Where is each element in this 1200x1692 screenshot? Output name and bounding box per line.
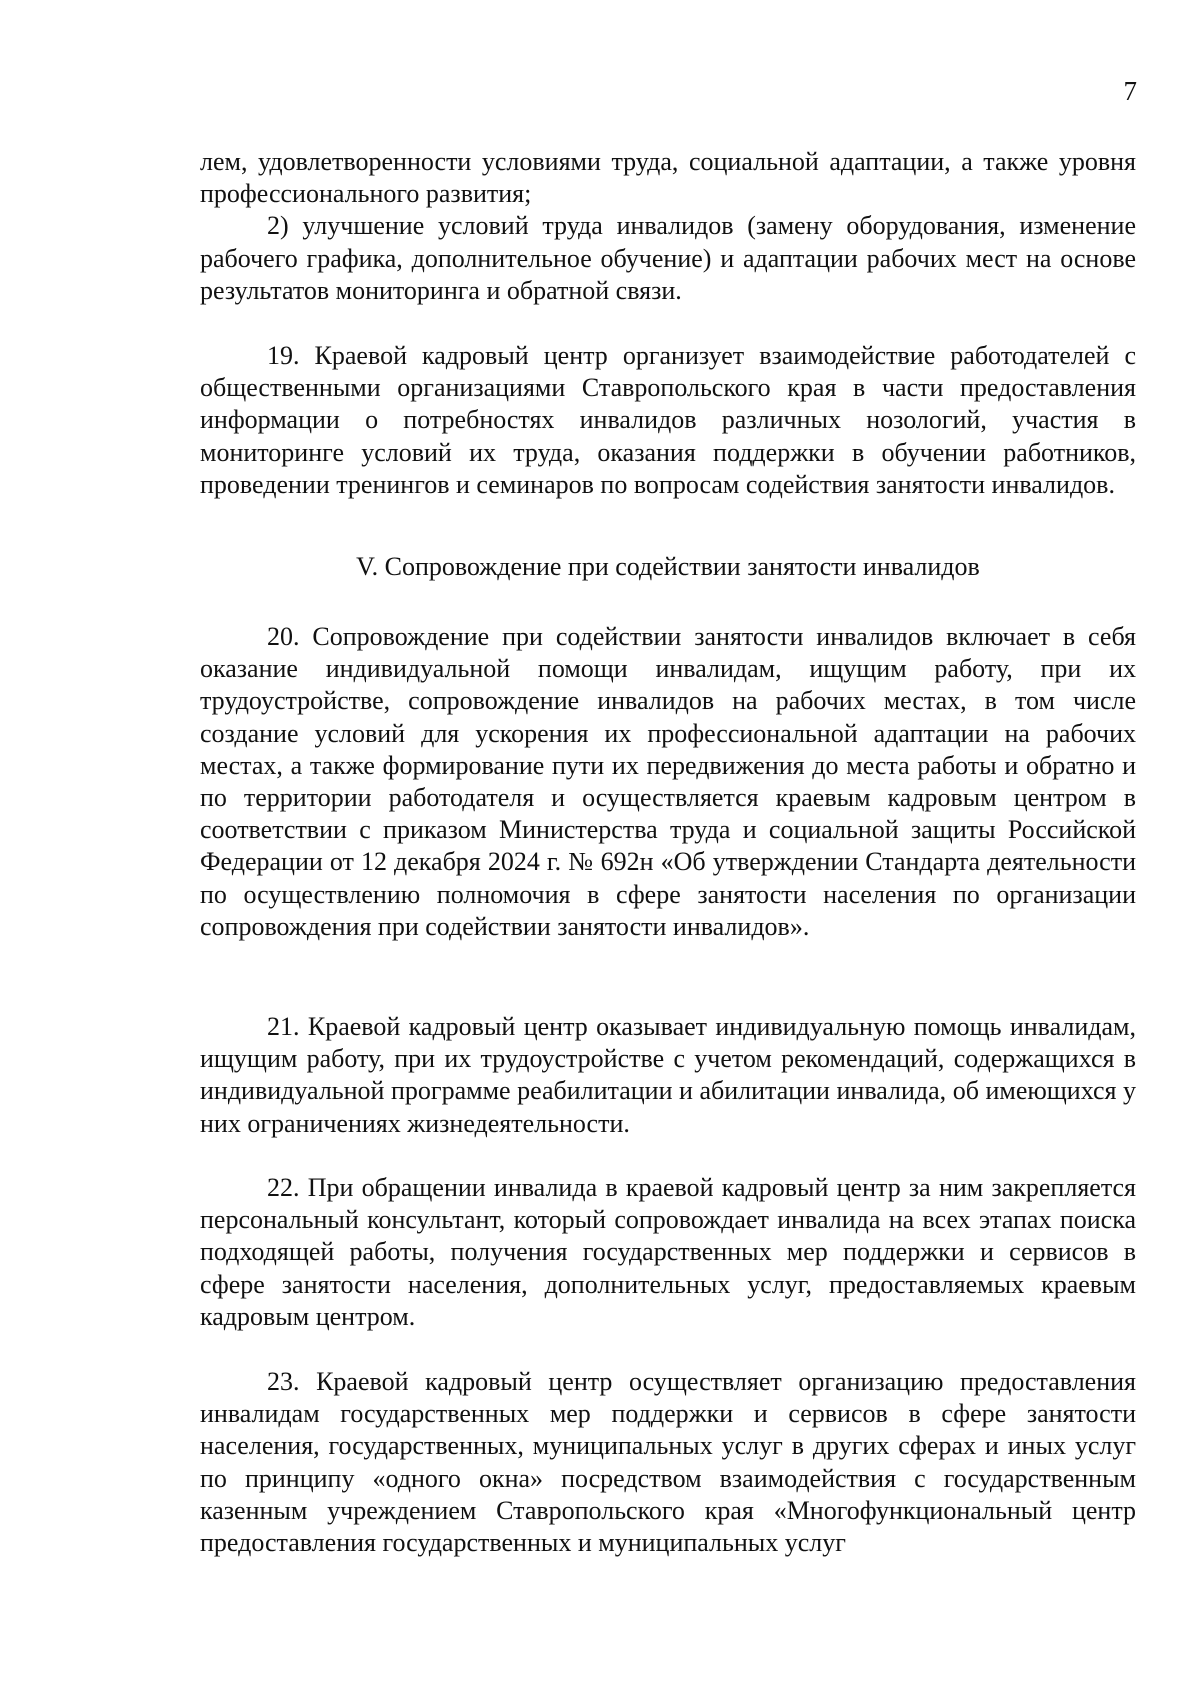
paragraph-19-block [200, 340, 1136, 501]
paragraph-20-block [200, 621, 1136, 943]
paragraph-21: 21. Краевой кадровый центр оказывает индивидуальную помощь инвалидам, ищущим работу, при их трудоустройстве с учетом рекомендаций, содержащихся в индивидуальной программе реабилитации и абилитации инвалида, об имеющихся у них ограничениях жизнедеятельности. [200, 1012, 1136, 1138]
paragraph-22: 22. При обращении инвалида в краевой кадровый центр за ним закрепляется персональный консультант, который сопровождает инвалида на всех этапах поиска подходящей работы, получения государственных мер поддержки и сервисов в сфере занятости населения, дополнительных услуг, предоставляемых краевым кадровым центром. [200, 1173, 1136, 1331]
continuation-block [200, 146, 1136, 307]
section-heading: V. Сопровождение при содействии занятости инвалидов [356, 552, 980, 581]
paragraph-23-block [200, 1366, 1136, 1559]
paragraph-continuation: лем, удовлетворенности условиями труда, социальной адаптации, а также уровня профессионального развития; [200, 147, 1136, 209]
paragraph-19: 19. Краевой кадровый центр организует взаимодействие работодателей с общественными организациями Ставропольского края в части предоставления информации о потребностях инвалидов различных нозологий, участия в мониторинге условий их труда, оказания поддержки в обучении работников, проведении тренингов и семинаров по вопросам содействия занятости инвалидов. [200, 341, 1136, 499]
page-number: 7 [1123, 76, 1137, 106]
paragraph-20: 20. Сопровождение при содействии занятости инвалидов включает в себя оказание индивидуальной помощи инвалидам, ищущим работу, при их трудоустройстве, сопровождение инвалидов на рабочих местах, в том числе создание условий для ускорения их профессиональной адаптации на рабочих местах, а также формирование пути их передвижения до места работы и обратно и по территории работодателя и осуществляется краевым кадровым центром в соответствии с приказом Министерства труда и социальной защиты Российской Федерации от 12 декабря 2024 г. № 692н «Об утверждении Стандарта деятельности по осуществлению полномочия в сфере занятости населения по организации сопровождения при содействии занятости инвалидов». [200, 622, 1136, 941]
paragraph-23: 23. Краевой кадровый центр осуществляет организацию предоставления инвалидам государственных мер поддержки и сервисов в сфере занятости населения, государственных, муниципальных услуг в других сферах и иных услуг по принципу «одного окна» посредством взаимодействия с государственным казенным учреждением Ставропольского края «Многофункциональный центр предоставления государственных и муниципальных услуг [200, 1367, 1136, 1558]
paragraph-22-block [200, 1172, 1136, 1333]
paragraph-21-block [200, 1011, 1136, 1140]
paragraph-item-2: 2) улучшение условий труда инвалидов (замену оборудования, изменение рабочего графика, дополнительное обучение) и адаптации рабочих мест на основе результатов мониторинга и обратной связи. [200, 211, 1136, 305]
